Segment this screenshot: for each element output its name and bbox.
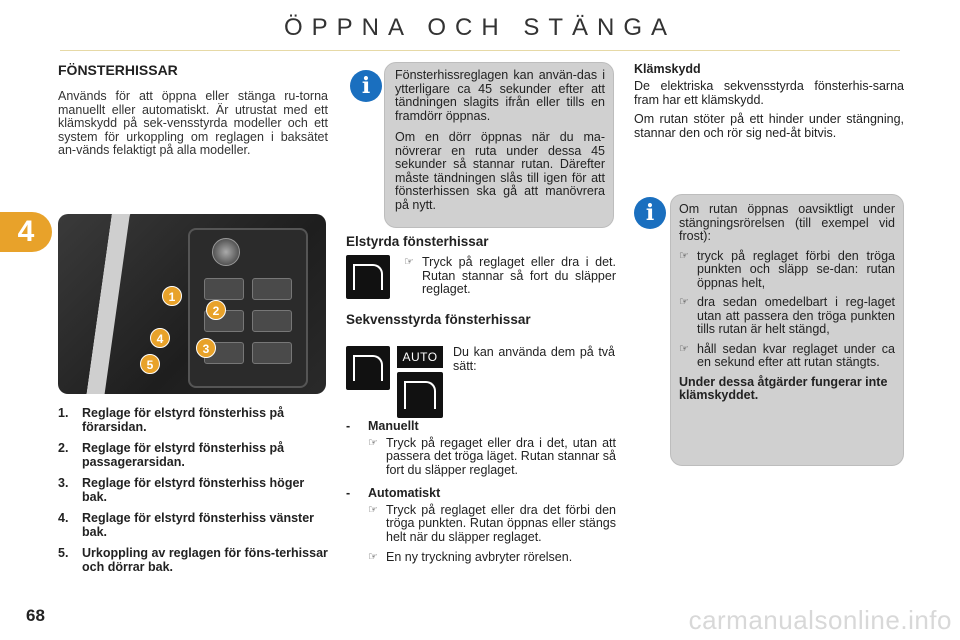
info-icon: i <box>350 70 382 102</box>
subsection-title-elstyrda: Elstyrda fönsterhissar <box>346 234 489 249</box>
switch-shape <box>252 342 292 364</box>
legend-item: 5. Urkoppling av reglagen för föns-terhissar och dörrar bak. <box>58 546 328 574</box>
klamskydd-paragraph: Om rutan stöter på ett hinder under stängning, stannar den och rör sig ned-åt bitvis. <box>634 112 904 140</box>
window-switch-photo <box>58 214 326 394</box>
callout-4: 4 <box>150 328 170 348</box>
switch-shape <box>204 278 244 300</box>
hand-pointer-icon: ☞ <box>368 436 378 449</box>
sekvens-modes: - Manuellt ☞ Tryck på regaget eller dra i det, utan att passera det tröga läget. Rutan stannar så fort du släpper reglaget. - Automatiskt ☞ Tryck på reglaget eller dra det förbi den tröga punkten. Rutan öppnas eller stängs helt när du släpper reglaget. ☞ En ny tryckning avbryter rörelsen. <box>346 419 617 564</box>
info-box-timer <box>384 62 614 228</box>
hand-pointer-icon: ☞ <box>404 256 414 268</box>
hand-pointer-icon: ☞ <box>679 249 689 262</box>
mode-label-manuellt: Manuellt <box>368 419 419 433</box>
header-divider <box>60 50 900 51</box>
legend-item: 2. Reglage för elstyrd fönsterhiss på passagerarsidan. <box>58 441 285 469</box>
legend-item: 4. Reglage för elstyrd fönsterhiss vänster bak. <box>58 511 315 539</box>
bullet-item: ☞ Tryck på reglaget eller dra i det. Rutan stannar så fort du släpper reglaget. <box>404 255 616 296</box>
page-title: ÖPPNA OCH STÄNGA <box>283 14 677 41</box>
hand-pointer-icon: ☞ <box>368 503 378 516</box>
info-icon: i <box>634 197 666 229</box>
bullet-item: ☞ Tryck på reglaget eller dra det förbi den tröga punkten. Rutan öppnas eller stängs helt när du släpper reglaget. <box>368 502 616 544</box>
left-column <box>58 62 328 158</box>
sekvens-intro: Du kan använda dem på två sätt: <box>453 345 615 373</box>
info-warning: Under dessa åtgärder fungerar inte klämskyddet. <box>679 374 888 402</box>
hand-pointer-icon: ☞ <box>368 551 378 563</box>
switch-shape <box>252 310 292 332</box>
bullet-item: ☞ En ny tryckning avbryter rörelsen. <box>368 550 573 564</box>
mirror-knob-icon <box>212 238 240 266</box>
hand-pointer-icon: ☞ <box>679 296 689 308</box>
info-box-frost <box>670 194 904 466</box>
legend-item: 1. Reglage för elstyrd fönsterhiss på förarsidan. <box>58 406 285 434</box>
info-paragraph: Om rutan öppnas oavsiktligt under stängningsrörelsen (till exempel vid frost): <box>679 202 895 243</box>
callout-5: 5 <box>140 354 160 374</box>
info-paragraph: Fönsterhissreglagen kan använ-das i ytterligare ca 45 sekunder efter att tändningen slagits ifrån eller tills en framdörr öppnas. <box>395 68 605 123</box>
info-paragraph: Om en dörr öppnas när du ma-növrerar en ruta under dessa 45 sekunder så stannar rutan. Därefter måste tändningen slås till igen för att fönsterhissen ska gå att manövrera på nytt. <box>395 130 605 212</box>
legend-item: 3. Reglage för elstyrd fönsterhiss höger bak. <box>58 476 305 504</box>
window-switch-icon <box>397 372 443 418</box>
switch-shape <box>252 278 292 300</box>
chapter-tab: 4 <box>0 212 52 252</box>
watermark: carmanualsonline.info <box>688 605 952 635</box>
legend-list <box>58 406 328 581</box>
page-number: 68 <box>26 606 45 625</box>
auto-window-switch-icon <box>346 346 390 390</box>
auto-label: AUTO <box>397 346 443 368</box>
bullet-item: ☞ dra sedan omedelbart i reg-laget utan att passera den tröga punkten tills rutan är helt stängd, <box>679 295 895 336</box>
bullet-item: ☞ håll sedan kvar reglaget under ca en sekund efter att rutan stängts. <box>679 341 895 369</box>
callout-2: 2 <box>206 300 226 320</box>
subsection-title-sekvens: Sekvensstyrda fönsterhissar <box>346 312 531 327</box>
klamskydd-title: Klämskydd <box>634 62 701 76</box>
intro-paragraph: Används för att öppna eller stänga ru-torna manuellt eller automatiskt. Är utrustat med ett klämskydd på sek-vensstyrda modeller och ett system för urkoppling om reglagen i baksätet an-vänds felaktigt på alla modeller. <box>58 89 328 157</box>
callout-1: 1 <box>162 286 182 306</box>
window-switch-icon <box>346 255 390 299</box>
hand-pointer-icon: ☞ <box>679 342 689 355</box>
bullet-item: ☞ Tryck på regaget eller dra i det, utan att passera det tröga läget. Rutan stannar så fort du släpper reglaget. <box>368 435 617 477</box>
section-title: FÖNSTERHISSAR <box>58 62 178 78</box>
mode-label-automatiskt: Automatiskt <box>368 486 441 500</box>
bullet-item: ☞ tryck på reglaget förbi den tröga punkten och släpp se-dan: rutan öppnas helt, <box>679 248 895 290</box>
callout-3: 3 <box>196 338 216 358</box>
klamskydd-paragraph: De elektriska sekvensstyrda fönsterhis-sarna fram har ett klämskydd. <box>634 79 904 107</box>
right-column <box>634 62 904 140</box>
